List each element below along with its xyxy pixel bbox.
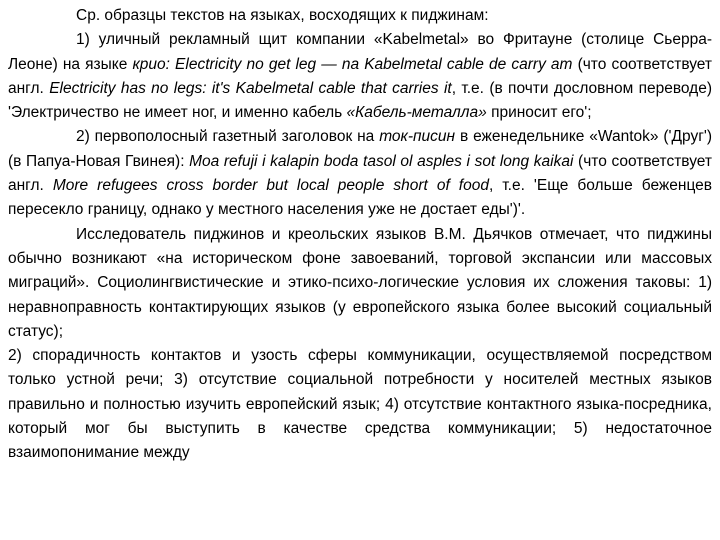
document-text: [8, 4, 712, 466]
paragraph-conditions-list: 2) спорадичность контактов и узость сферы коммуникации, осуществляемой посредством только устной речи; 3) отсутствие социальной потребности у носителей местных языков правильно и полностью изучить европейский язык; 4) отсутствие контактного языка-посредника, который мог бы выступить в качестве средства коммуникации; 5) недостаточное взаимопонимание между: [8, 347, 712, 462]
example-2-english-text: More refugees cross border but local people short of food: [52, 177, 489, 195]
example-2: [8, 125, 712, 222]
example-1-brand: «Кабель-металла»: [346, 104, 487, 122]
heading-line: Ср. образцы текстов на языках, восходящих к пиджинам:: [76, 7, 489, 24]
example-2-translation: , т.е. 'Еще больше беженцев пересекло границу, однако у местного населения уже не достает еды')'.: [8, 177, 712, 219]
example-1-ending: приносит его';: [486, 104, 592, 122]
example-1-translation: , т.е. (в почти дословном переводе) 'Электричество не имеет ног, и именно кабель: [8, 79, 712, 122]
example-1-gloss-intro: (что соответствует англ.: [8, 55, 712, 97]
example-2-source: в еженедельнике «Wantok» ('Друг') (в Папуа-Новая Гвинея):: [8, 128, 712, 170]
example-2-tok-pisin-text: Moa refuji i kalapin boda tasol ol asples i sot long kaikai: [189, 152, 574, 170]
example-1: [8, 28, 712, 125]
example-2-language: ток-писин: [379, 128, 456, 146]
paragraph-pidgin-conditions: Исследователь пиджинов и креольских языков В.М. Дьячков отмечает, что пиджины обычно возникают «на историческом фоне завоеваний, торговой экспансии или массовых миграций». Социолингвистические и этико-психо-логические условия их сложения таковы: 1) неравноправность контактирующих языков (у европейского языка более высокий социальный статус);: [8, 225, 712, 340]
example-2-intro: 2) первополосный газетный заголовок на: [76, 128, 380, 146]
example-1-intro: 1) уличный рекламный щит компании «Kabelmetal» во Фритауне (столице Сьерра-Леоне) на языке: [8, 31, 712, 73]
example-1-krio-text: крио: Electricity no get leg — na Kabelmetal cable de carry am: [132, 55, 573, 73]
example-1-english-text: Electricity has no legs: it's Kabelmetal cable that carries it: [49, 79, 452, 97]
example-2-gloss-intro: (что соответствует англ.: [8, 152, 712, 195]
